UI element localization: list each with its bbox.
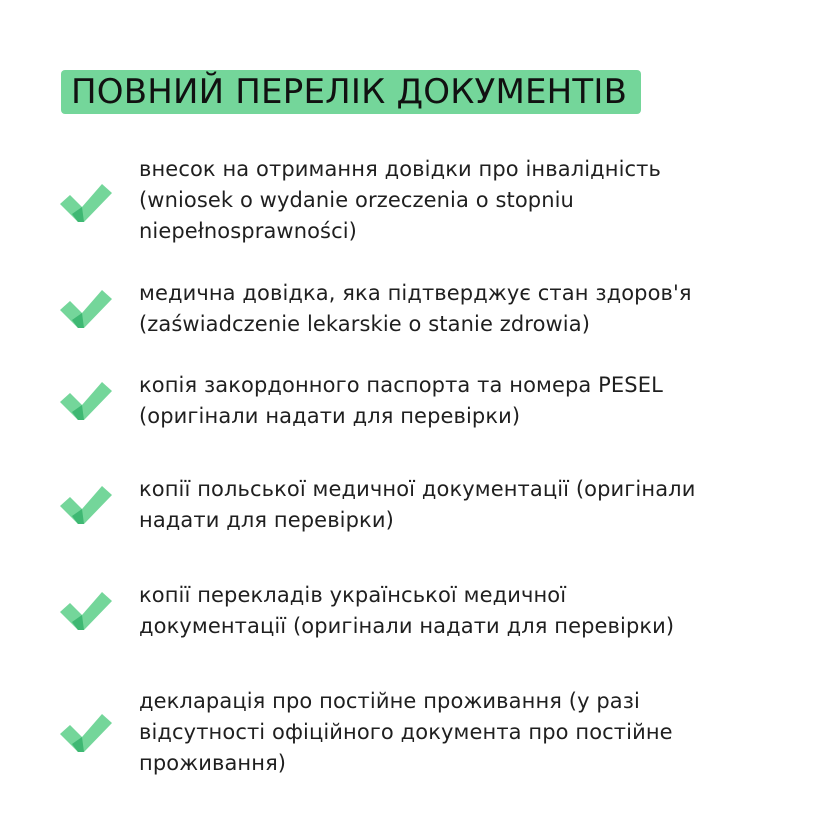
check-icon bbox=[58, 708, 114, 756]
list-item-text: внесок на отримання довідки про інвалідність (wniosek o wydanie orzeczenia o stopniu niepełnosprawności) bbox=[139, 157, 661, 243]
list-item-text: медична довідка, яка підтверджує стан здоров'я (zaświadczenie lekarskie o stanie zdrowia) bbox=[139, 281, 692, 336]
list-item-text: копія закордонного паспорта та номера PESEL (оригінали надати для перевірки) bbox=[139, 373, 663, 428]
check-icon bbox=[58, 376, 114, 424]
list-item-text: копії польської медичної документації (оригінали надати для перевірки) bbox=[139, 477, 696, 532]
title-banner bbox=[61, 70, 641, 114]
check-icon bbox=[58, 586, 114, 634]
check-icon bbox=[58, 178, 114, 226]
check-icon bbox=[58, 480, 114, 528]
list-item-text: декларація про постійне проживання (у разі відсутності офіційного документа про постійне проживання) bbox=[139, 689, 673, 775]
list-item-text: копії перекладів української медичної документації (оригінали надати для перевірки) bbox=[139, 583, 675, 638]
page-title: ПОВНИЙ ПЕРЕЛІК ДОКУМЕНТІВ bbox=[71, 72, 628, 112]
check-icon bbox=[58, 284, 114, 332]
